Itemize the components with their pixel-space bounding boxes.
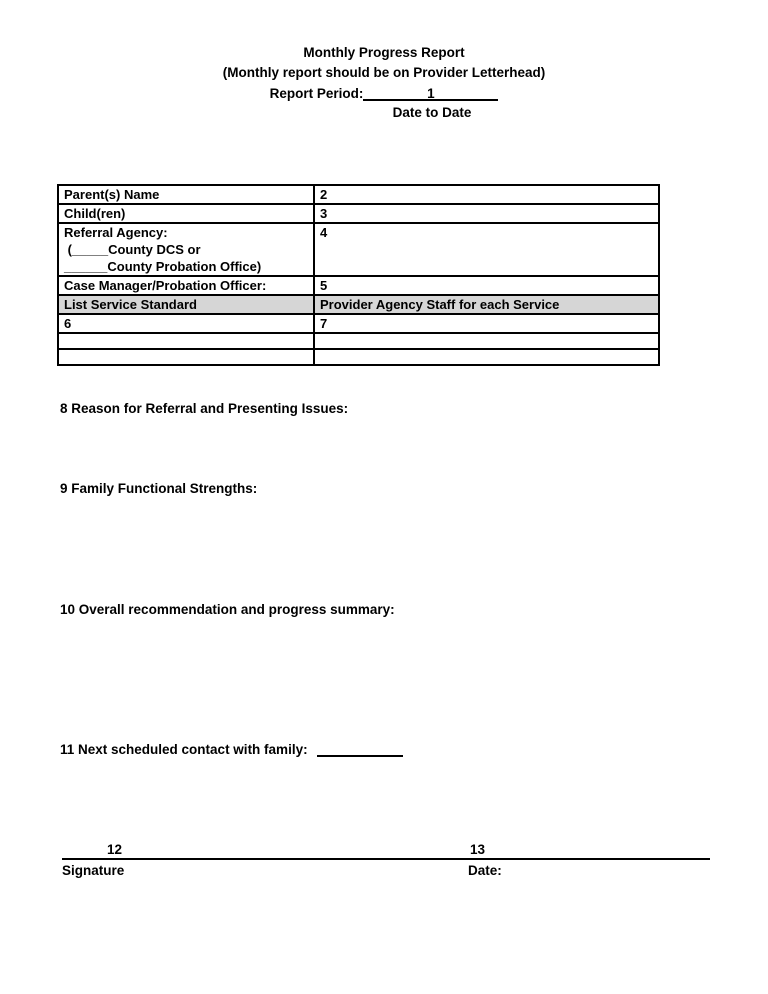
section-reason-for-referral: 8 Reason for Referral and Presenting Issues: (60, 401, 349, 416)
provider-staff-empty-2[interactable] (314, 349, 659, 365)
section-family-strengths: 9 Family Functional Strengths: (60, 481, 258, 496)
client-info-table (57, 184, 660, 366)
service-standard-value[interactable]: 6 (58, 314, 314, 333)
referral-agency-label (58, 223, 314, 276)
service-standard-empty-1[interactable] (58, 333, 314, 349)
section-progress-summary: 10 Overall recommendation and progress summary: (60, 602, 395, 617)
report-period-row (0, 84, 768, 104)
referral-agency-value[interactable]: 4 (314, 223, 659, 276)
section-next-contact (60, 742, 403, 757)
referral-agency-line1: Referral Agency: (64, 225, 168, 240)
table-row-service-header (58, 295, 659, 314)
case-manager-value[interactable]: 5 (314, 276, 659, 295)
signature-number: 12 (107, 842, 123, 857)
referral-agency-line2: (_____County DCS or (64, 242, 201, 257)
date-to-date-label: Date to Date (392, 105, 472, 120)
table-row-case-manager (58, 276, 659, 295)
signature-line[interactable] (62, 858, 710, 860)
next-contact-label: 11 Next scheduled contact with family: (60, 742, 308, 757)
provider-staff-empty-1[interactable] (314, 333, 659, 349)
table-row-referral-agency (58, 223, 659, 276)
children-value[interactable]: 3 (314, 204, 659, 223)
provider-staff-header: Provider Agency Staff for each Service (314, 295, 659, 314)
date-number: 13 (470, 842, 486, 857)
signature-label: Signature (62, 863, 125, 878)
parents-name-label: Parent(s) Name (58, 185, 314, 204)
next-contact-blank[interactable] (317, 744, 403, 757)
table-row-service-2 (58, 333, 659, 349)
page-subtitle: (Monthly report should be on Provider Letterhead) (222, 65, 546, 80)
referral-agency-line3: ______County Probation Office) (64, 259, 262, 274)
date-label: Date: (468, 863, 502, 878)
table-row-children (58, 204, 659, 223)
report-period-label: Report Period: (269, 86, 364, 101)
table-row-parents (58, 185, 659, 204)
case-manager-label: Case Manager/Probation Officer: (58, 276, 314, 295)
table-row-service-1 (58, 314, 659, 333)
table-row-service-3 (58, 349, 659, 365)
service-standard-header: List Service Standard (58, 295, 314, 314)
service-standard-empty-2[interactable] (58, 349, 314, 365)
provider-staff-value[interactable]: 7 (314, 314, 659, 333)
page-title: Monthly Progress Report (303, 45, 465, 60)
parents-name-value[interactable]: 2 (314, 185, 659, 204)
children-label: Child(ren) (58, 204, 314, 223)
report-period-field[interactable]: 1 (363, 86, 498, 101)
